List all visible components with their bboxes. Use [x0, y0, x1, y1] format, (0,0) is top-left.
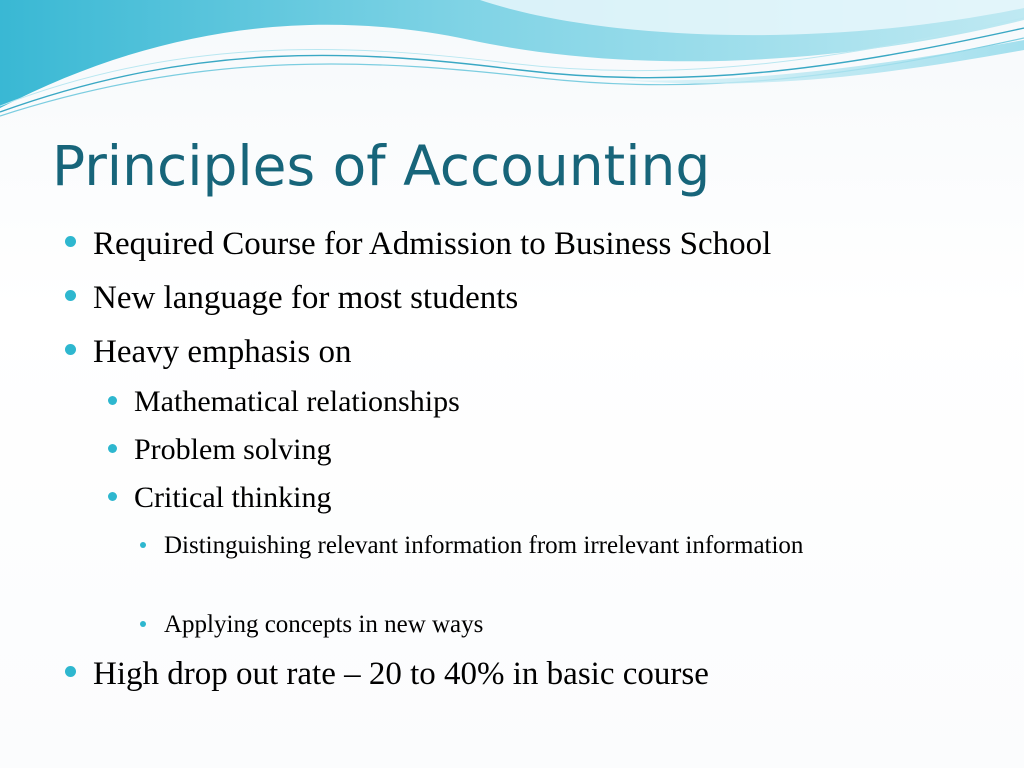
- bullet-text: Distinguishing relevant information from irrelevant information: [164, 532, 804, 559]
- bullet-dot-icon: [65, 344, 76, 355]
- sub-sub-bullet-item: [164, 529, 854, 563]
- bullet-text: Heavy emphasis on: [93, 334, 352, 370]
- bullet-text: High drop out rate – 20 to 40% in basic course: [93, 656, 709, 692]
- bullet-item: [93, 224, 771, 264]
- sub-bullet-item: [134, 384, 460, 420]
- bullet-dot-icon: [65, 666, 76, 677]
- bullet-dot-icon: [108, 396, 117, 405]
- bullet-item: [93, 332, 351, 372]
- bullet-text: Applying concepts in new ways: [164, 611, 484, 638]
- bullet-dot-icon: [140, 621, 146, 627]
- sub-bullet-item: [134, 432, 332, 468]
- sub-sub-bullet-item: [164, 608, 483, 642]
- slide-title: Principles of Accounting: [52, 134, 711, 198]
- bullet-dot-icon: [108, 492, 117, 501]
- bullet-text: Required Course for Admission to Business School: [93, 226, 772, 262]
- bullet-text: New language for most students: [93, 280, 519, 316]
- bullet-text: Problem solving: [134, 433, 332, 466]
- bullet-dot-icon: [140, 542, 146, 548]
- bullet-dot-icon: [108, 444, 117, 453]
- bullet-text: Critical thinking: [134, 481, 332, 514]
- bullet-dot-icon: [65, 236, 76, 247]
- sub-bullet-item: [134, 480, 331, 516]
- bullet-dot-icon: [65, 290, 76, 301]
- bullet-item: [93, 278, 518, 318]
- bullet-item: [93, 654, 709, 694]
- bullet-text: Mathematical relationships: [134, 385, 460, 418]
